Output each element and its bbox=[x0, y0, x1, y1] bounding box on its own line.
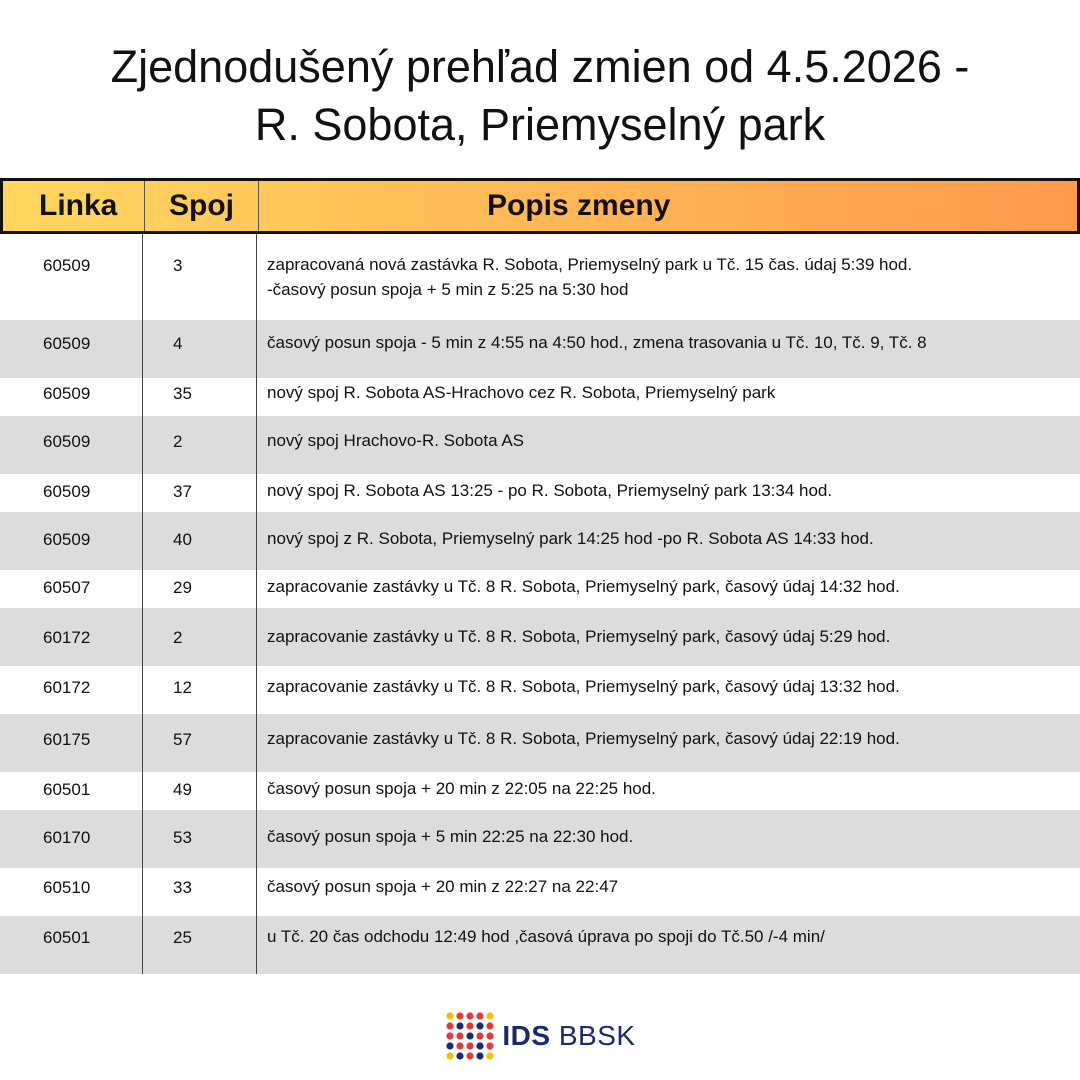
table-row bbox=[0, 810, 1080, 868]
logo-dot bbox=[457, 1032, 464, 1039]
cell-popis bbox=[257, 608, 1080, 666]
footer-logo bbox=[0, 1008, 1080, 1064]
logo-dot bbox=[487, 1022, 494, 1029]
logo-dot bbox=[457, 1012, 464, 1019]
cell-linka: 60507 bbox=[0, 570, 143, 608]
table-body bbox=[0, 234, 1080, 974]
logo-dot bbox=[457, 1022, 464, 1029]
logo-dot bbox=[467, 1012, 474, 1019]
popis-line: zapracovaná nová zastávka R. Sobota, Priemyselný park u Tč. 15 čas. údaj 5:39 hod. bbox=[267, 255, 913, 274]
cell-spoj: 4 bbox=[143, 320, 257, 378]
ids-dots-logo-icon bbox=[444, 1010, 496, 1062]
cell-spoj: 29 bbox=[143, 570, 257, 608]
logo-text bbox=[502, 1020, 635, 1052]
cell-popis bbox=[257, 714, 1080, 772]
table-row bbox=[0, 234, 1080, 320]
table-row bbox=[0, 772, 1080, 810]
cell-spoj: 2 bbox=[143, 608, 257, 666]
cell-popis bbox=[257, 810, 1080, 868]
cell-linka: 60509 bbox=[0, 234, 143, 320]
cell-linka: 60509 bbox=[0, 512, 143, 570]
popis-line: zapracovanie zastávky u Tč. 8 R. Sobota, Priemyselný park, časový údaj 22:19 hod. bbox=[267, 729, 900, 748]
logo-dot bbox=[467, 1052, 474, 1059]
table-row bbox=[0, 916, 1080, 974]
logo-dot bbox=[487, 1042, 494, 1049]
cell-spoj: 33 bbox=[143, 868, 257, 916]
cell-popis bbox=[257, 416, 1080, 474]
popis-line: zapracovanie zastávky u Tč. 8 R. Sobota, Priemyselný park, časový údaj 14:32 hod. bbox=[267, 577, 900, 596]
cell-linka: 60509 bbox=[0, 320, 143, 378]
logo-dot bbox=[477, 1052, 484, 1059]
table-row bbox=[0, 474, 1080, 512]
cell-popis bbox=[257, 474, 1080, 512]
logo-dot bbox=[447, 1022, 454, 1029]
cell-spoj: 40 bbox=[143, 512, 257, 570]
page-title-line1: Zjednodušený prehľad zmien od 4.5.2026 - bbox=[110, 41, 970, 92]
cell-linka: 60510 bbox=[0, 868, 143, 916]
cell-linka: 60509 bbox=[0, 416, 143, 474]
cell-popis bbox=[257, 868, 1080, 916]
logo-dot bbox=[457, 1052, 464, 1059]
logo-dot bbox=[477, 1022, 484, 1029]
cell-spoj: 3 bbox=[143, 234, 257, 320]
popis-line: časový posun spoja + 20 min z 22:05 na 22:25 hod. bbox=[267, 779, 656, 798]
logo-dot bbox=[477, 1012, 484, 1019]
logo-dot bbox=[447, 1012, 454, 1019]
table-row bbox=[0, 714, 1080, 772]
logo-dot bbox=[467, 1042, 474, 1049]
cell-linka: 60509 bbox=[0, 474, 143, 512]
popis-line: časový posun spoja + 20 min z 22:27 na 22:47 bbox=[267, 877, 619, 896]
cell-popis bbox=[257, 570, 1080, 608]
popis-line: nový spoj z R. Sobota, Priemyselný park 14:25 hod -po R. Sobota AS 14:33 hod. bbox=[267, 529, 874, 548]
popis-line: nový spoj Hrachovo-R. Sobota AS bbox=[267, 431, 525, 450]
cell-spoj: 12 bbox=[143, 666, 257, 714]
cell-popis bbox=[257, 234, 1080, 320]
logo-dot bbox=[457, 1042, 464, 1049]
cell-linka: 60172 bbox=[0, 666, 143, 714]
cell-popis bbox=[257, 772, 1080, 810]
header-spoj: Spoj bbox=[145, 181, 259, 231]
table-row bbox=[0, 320, 1080, 378]
logo-dot bbox=[477, 1032, 484, 1039]
logo-dot bbox=[487, 1012, 494, 1019]
popis-line: nový spoj R. Sobota AS 13:25 - po R. Sobota, Priemyselný park 13:34 hod. bbox=[267, 481, 833, 500]
popis-line: -časový posun spoja + 5 min z 5:25 na 5:30 hod bbox=[267, 280, 629, 299]
cell-linka: 60172 bbox=[0, 608, 143, 666]
changes-table bbox=[0, 178, 1080, 974]
logo-text-ids: IDS bbox=[502, 1020, 551, 1051]
popis-line: časový posun spoja + 5 min 22:25 na 22:30 hod. bbox=[267, 827, 634, 846]
table-row bbox=[0, 608, 1080, 666]
table-header bbox=[0, 178, 1080, 234]
cell-linka: 60175 bbox=[0, 714, 143, 772]
logo-dot bbox=[447, 1052, 454, 1059]
logo-dot bbox=[467, 1022, 474, 1029]
table-row bbox=[0, 570, 1080, 608]
cell-spoj: 37 bbox=[143, 474, 257, 512]
page-title bbox=[0, 38, 1080, 154]
logo-text-bbsk: BBSK bbox=[558, 1020, 636, 1051]
popis-line: časový posun spoja - 5 min z 4:55 na 4:50 hod., zmena trasovania u Tč. 10, Tč. 9, Tč. 8 bbox=[267, 333, 927, 352]
table-row bbox=[0, 416, 1080, 474]
page-title-line2: R. Sobota, Priemyselný park bbox=[254, 99, 826, 150]
cell-linka: 60509 bbox=[0, 378, 143, 416]
cell-popis bbox=[257, 378, 1080, 416]
cell-linka: 60501 bbox=[0, 772, 143, 810]
header-linka: Linka bbox=[3, 181, 145, 231]
cell-popis bbox=[257, 666, 1080, 714]
logo-dot bbox=[477, 1042, 484, 1049]
header-popis: Popis zmeny bbox=[487, 189, 671, 222]
cell-spoj: 49 bbox=[143, 772, 257, 810]
cell-popis bbox=[257, 916, 1080, 974]
cell-popis bbox=[257, 320, 1080, 378]
cell-spoj: 53 bbox=[143, 810, 257, 868]
popis-line: zapracovanie zastávky u Tč. 8 R. Sobota, Priemyselný park, časový údaj 13:32 hod. bbox=[267, 677, 900, 696]
table-row bbox=[0, 512, 1080, 570]
logo-dot bbox=[487, 1052, 494, 1059]
table-row bbox=[0, 378, 1080, 416]
table-row bbox=[0, 666, 1080, 714]
logo-dot bbox=[487, 1032, 494, 1039]
popis-line: u Tč. 20 čas odchodu 12:49 hod ,časová úprava po spoji do Tč.50 /-4 min/ bbox=[267, 927, 825, 946]
logo-dot bbox=[447, 1042, 454, 1049]
logo-dot bbox=[447, 1032, 454, 1039]
cell-spoj: 2 bbox=[143, 416, 257, 474]
popis-line: zapracovanie zastávky u Tč. 8 R. Sobota, Priemyselný park, časový údaj 5:29 hod. bbox=[267, 627, 891, 646]
cell-linka: 60501 bbox=[0, 916, 143, 974]
cell-spoj: 25 bbox=[143, 916, 257, 974]
logo-dot bbox=[467, 1032, 474, 1039]
cell-spoj: 57 bbox=[143, 714, 257, 772]
popis-line: nový spoj R. Sobota AS-Hrachovo cez R. Sobota, Priemyselný park bbox=[267, 383, 776, 402]
cell-spoj: 35 bbox=[143, 378, 257, 416]
cell-popis bbox=[257, 512, 1080, 570]
cell-linka: 60170 bbox=[0, 810, 143, 868]
table-row bbox=[0, 868, 1080, 916]
